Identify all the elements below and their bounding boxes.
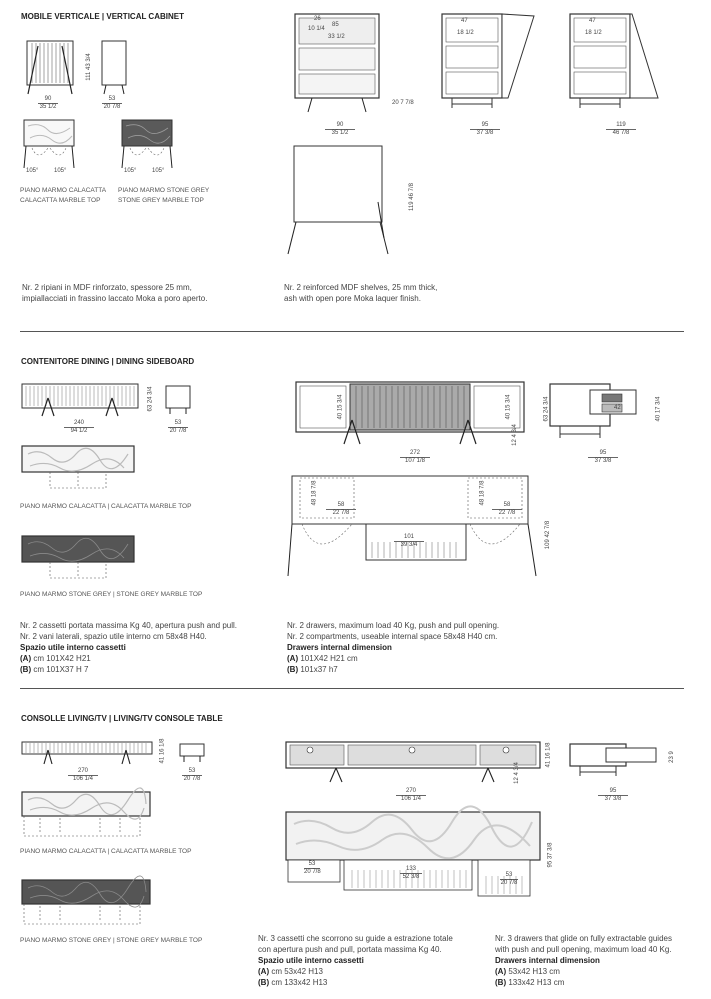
sideboard-front-small bbox=[20, 382, 140, 416]
open-height-dim: 109 42 7/8 bbox=[545, 520, 552, 550]
sideboard-plan bbox=[288, 474, 540, 582]
side-height-dim: 63 24 3/4 bbox=[543, 396, 550, 422]
sideboard-text-en: Nr. 2 drawers, maximum load 40 Kg, push and pull opening. Nr. 2 compartments, useable internal space 58x48 H40 cm. Drawers internal dimension (A) 101X42 H21 cm (B) 101x37 h7 bbox=[287, 621, 500, 674]
comp-height-dim: 40 15 3/4 bbox=[337, 394, 344, 420]
inner-dim: 18 1/2 bbox=[457, 30, 474, 36]
console-depth-dim: 53 20 7/8 bbox=[183, 768, 201, 782]
front-width-dim: 272 107 1/8 bbox=[400, 450, 430, 464]
cabinet-text-en: Nr. 2 reinforced MDF shelves, 25 mm thick, ash with open pore Moka laquer finish. bbox=[284, 283, 438, 303]
cabinet-open-front bbox=[290, 12, 390, 112]
side-depth-dim: 95 37 3/8 bbox=[598, 788, 628, 802]
caption-stone: PIANO MARMO STONE GREY | STONE GREY MARBLE TOP bbox=[20, 591, 203, 598]
console-text-en: Nr. 3 drawers that glide on fully extractable guides with push and pull opening, maximum load 40 Kg. Drawers internal dimension (A) 53x42 H13 cm (B) 133x42 H13 cm bbox=[495, 934, 672, 987]
int-dim: 85 bbox=[332, 22, 339, 28]
int-dim: 26 bbox=[314, 16, 321, 22]
inner-dim: 47 bbox=[461, 18, 468, 24]
drawer-dim: 53 20 7/8 bbox=[304, 861, 321, 875]
cabinet-side-drawing bbox=[100, 38, 130, 98]
console-width-dim: 270 106 1/4 bbox=[68, 768, 98, 782]
inner-dim: 47 bbox=[589, 18, 596, 24]
drawer-inner-dim: 42 bbox=[614, 405, 621, 411]
cabinet-height-dim: 111 43 3/4 bbox=[86, 53, 92, 81]
sideboard-height-dim: 63 24 3/4 bbox=[147, 386, 154, 412]
console-top-stone bbox=[20, 878, 154, 928]
comp-dim: 48 18 7/8 bbox=[479, 480, 486, 506]
cabinet-side-open-2 bbox=[566, 12, 666, 112]
cabinet-open-width-dim: 90 35 1/2 bbox=[325, 122, 355, 136]
comp-width-dim: 58 22 7/8 bbox=[326, 502, 356, 516]
side-height-dim: 23 9 bbox=[668, 751, 675, 763]
section-title-cabinet: MOBILE VERTICALE | VERTICAL CABINET bbox=[21, 12, 184, 21]
angle-label: 105° bbox=[152, 168, 165, 174]
side-depth-dim: 95 37 3/8 bbox=[588, 450, 618, 464]
cabinet-depth-dim: 53 20 7/8 bbox=[103, 96, 121, 110]
sideboard-side-small bbox=[164, 384, 194, 416]
sideboard-depth-dim: 53 20 7/8 bbox=[169, 420, 187, 434]
section-divider bbox=[20, 688, 684, 689]
caption-calacatta: PIANO MARMO CALACATTA | CALACATTA MARBLE TOP bbox=[20, 848, 192, 855]
int-dim: 10 1/4 bbox=[308, 26, 325, 32]
angle-label: 105° bbox=[26, 168, 39, 174]
cabinet-side-open-1 bbox=[438, 12, 538, 112]
comp-height-dim: 40 15 3/4 bbox=[505, 394, 512, 420]
cabinet-leg-dim: 20 7 7/8 bbox=[392, 100, 414, 106]
inner-dim: 18 1/2 bbox=[585, 30, 602, 36]
section-title-console: CONSOLLE LIVING/TV | LIVING/TV CONSOLE TABLE bbox=[21, 714, 223, 723]
comp-dim: 48 18 7/8 bbox=[311, 480, 318, 506]
angle-label: 105° bbox=[124, 168, 137, 174]
console-text-it: Nr. 3 cassetti che scorrono su guide a estrazione totale con apertura push and pull, portata massima Kg 40. Spazio utile interno cassetti (A) cm 53x42 H13 (B) cm 133x42 H13 bbox=[258, 934, 453, 987]
angle-label: 105° bbox=[54, 168, 67, 174]
comp-width-dim: 58 22 7/8 bbox=[492, 502, 522, 516]
console-side-small bbox=[178, 742, 208, 764]
drawer-dim: 53 20 7/8 bbox=[500, 872, 518, 886]
open-height-dim: 119 46 7/8 bbox=[409, 183, 415, 211]
console-front-large bbox=[284, 740, 544, 784]
front-height-dim: 41 16 1/8 bbox=[545, 742, 552, 768]
caption-calacatta: PIANO MARMO CALACATTA | CALACATTA MARBLE TOP bbox=[20, 503, 192, 510]
sideboard-side-drawer bbox=[543, 382, 646, 446]
cabinet-front-drawing bbox=[24, 38, 84, 98]
drawer-height-dim: 40 17 3/4 bbox=[655, 396, 662, 422]
sideboard-top-calacatta bbox=[20, 444, 136, 494]
caption-stone: PIANO MARMO STONE GREY | STONE GREY MARBLE TOP bbox=[20, 937, 203, 944]
side2-depth-dim: 119 46 7/8 bbox=[606, 122, 636, 136]
section-divider bbox=[20, 331, 684, 332]
sideboard-width-dim: 240 94 1/2 bbox=[64, 420, 94, 434]
int-dim: 33 1/2 bbox=[328, 34, 345, 40]
caption-calacatta: PIANO MARMO CALACATTA CALACATTA MARBLE TOP bbox=[20, 187, 107, 204]
sideboard-top-stone bbox=[20, 534, 136, 584]
console-height-dim: 41 16 1/8 bbox=[159, 738, 166, 764]
open-height-dim: 95 37 3/8 bbox=[547, 842, 554, 868]
console-side-drawer bbox=[566, 742, 666, 782]
drawer-width-dim: 101 39 3/4 bbox=[394, 534, 424, 548]
front-width-dim: 270 106 1/4 bbox=[396, 788, 426, 802]
cabinet-width-dim: 90 35 1/2 bbox=[39, 96, 57, 110]
side-depth-dim: 95 37 3/8 bbox=[470, 122, 500, 136]
cabinet-text-it: Nr. 2 ripiani in MDF rinforzato, spessore 25 mm, impiallacciati in frassino laccato Moka a poro aperto. bbox=[22, 283, 208, 303]
drawer-dim: 133 52 3/8 bbox=[400, 866, 422, 880]
caption-stone: PIANO MARMO STONE GREY STONE GREY MARBLE TOP bbox=[118, 187, 210, 204]
console-front-small bbox=[20, 740, 154, 766]
console-top-calacatta bbox=[20, 790, 154, 840]
sideboard-front-large bbox=[292, 380, 528, 446]
section-title-sideboard: CONTENITORE DINING | DINING SIDEBOARD bbox=[21, 357, 195, 366]
leg-height-dim: 12 4 3/4 bbox=[513, 762, 520, 784]
cabinet-open-plan bbox=[288, 142, 398, 260]
sideboard-text-it: Nr. 2 cassetti portata massima Kg 40, apertura push and pull. Nr. 2 vani laterali, spazio utile interno cm 58x48 H40. Spazio utile interno cassetti (A) cm 101X42 H21 (B) cm 101X37 H 7 bbox=[20, 621, 238, 674]
leg-height-dim: 12 4 3/4 bbox=[511, 424, 518, 446]
